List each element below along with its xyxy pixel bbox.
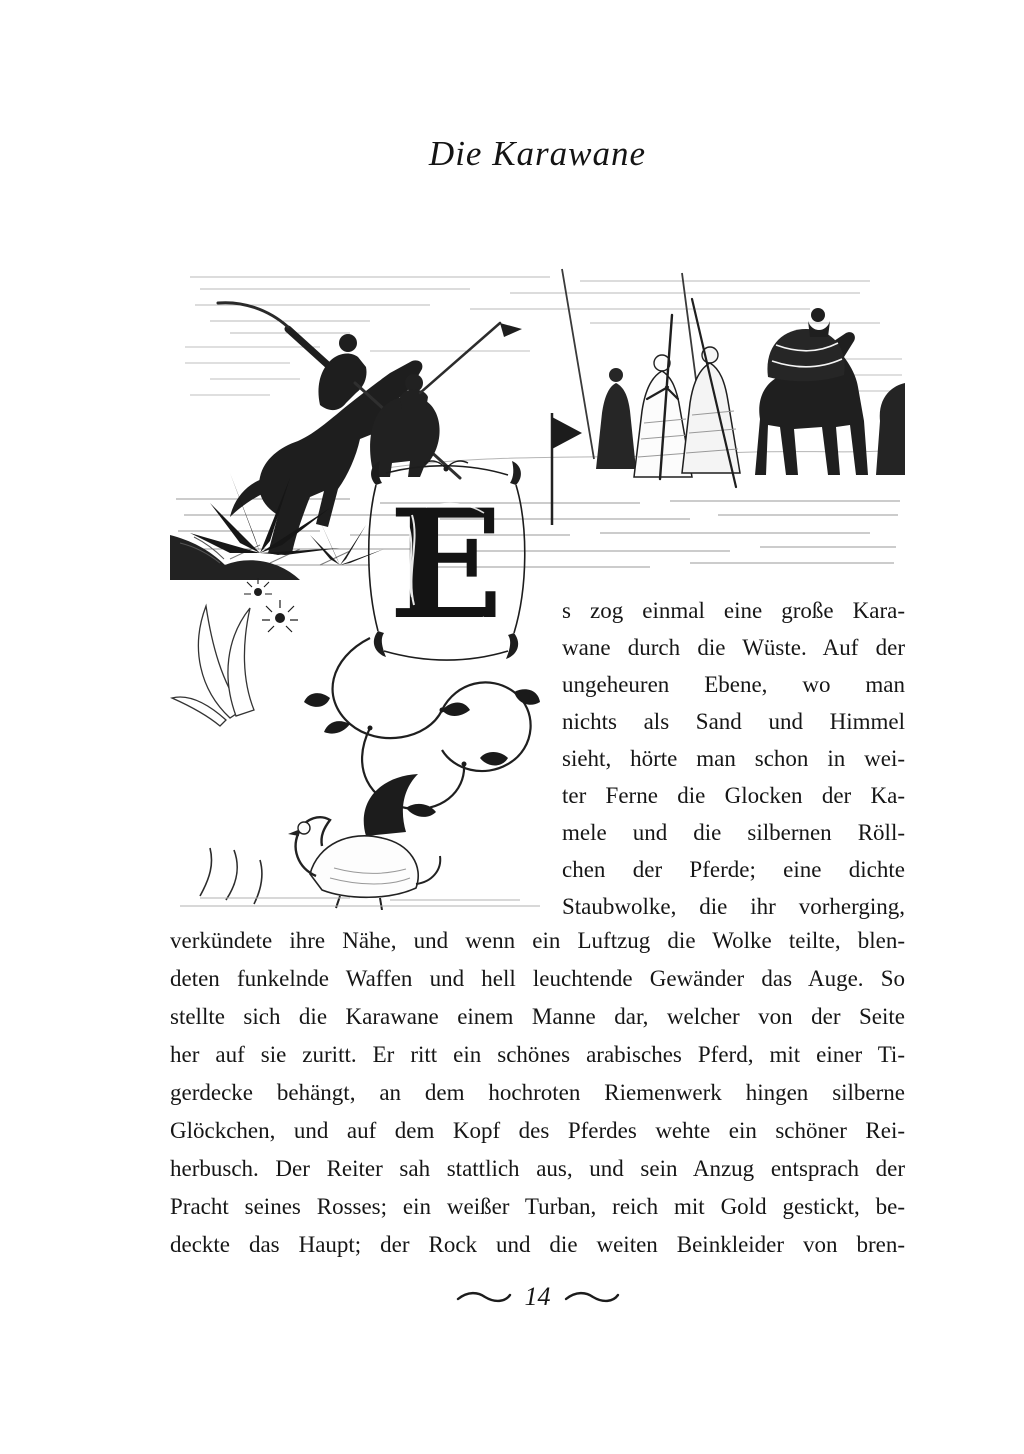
text-line: Glöckchen, und auf dem Kopf des Pferdes wehte ein schöner Rei- (170, 1118, 905, 1143)
text-line: stellte sich die Karawane einem Manne dar, welcher von der Seite (170, 1004, 905, 1029)
footer-swash-right-icon (563, 1289, 621, 1305)
text-line: chen der Pferde; eine dichte (562, 857, 905, 882)
caravan-illustration (170, 263, 905, 580)
text-line: verkündete ihre Nähe, und wenn ein Luftzug die Wolke teilte, blen- (170, 928, 905, 953)
page-title: Die Karawane (428, 134, 647, 173)
text-line: herbusch. Der Reiter sah stattlich aus, und sein Anzug entsprach der (170, 1156, 905, 1181)
text-line: nichts als Sand und Himmel (562, 709, 905, 734)
text-line: mele und die silbernen Röll- (562, 820, 905, 845)
text-line: deckte das Haupt; der Rock und die weiten Beinkleider von bren- (170, 1232, 905, 1257)
text-line: Pracht seines Rosses; ein weißer Turban, reich mit Gold gestickt, be- (170, 1194, 905, 1219)
text-line: sieht, hörte man schon in wei- (562, 746, 905, 771)
decorative-initial (356, 455, 536, 670)
page-footer (170, 1280, 905, 1314)
text-line: Staubwolke, die ihr vorherging, (562, 894, 905, 919)
caravan-scene-art (170, 263, 905, 580)
initial-art (356, 455, 536, 670)
text-line: s zog einmal eine große Kara- (562, 598, 905, 623)
text-block-full-width (170, 922, 905, 1264)
text-line: wane durch die Wüste. Auf der (562, 635, 905, 660)
initial-letter: E (388, 477, 504, 653)
text-line: ter Ferne die Glocken der Ka- (562, 783, 905, 808)
page-number: 14 (524, 1282, 551, 1311)
text-line: her auf sie zuritt. Er ritt ein schönes arabisches Pferd, mit einer Ti- (170, 1042, 905, 1067)
text-line: gerdecke behängt, an dem hochroten Riemenwerk hingen silberne (170, 1080, 905, 1105)
text-column (562, 592, 905, 925)
text-line: ungeheuren Ebene, wo man (562, 672, 905, 697)
text-line: deten funkelnde Waffen und hell leuchtende Gewänder das Auge. So (170, 966, 905, 991)
page-content (170, 0, 905, 1454)
footer-swash-left-icon (455, 1289, 513, 1305)
